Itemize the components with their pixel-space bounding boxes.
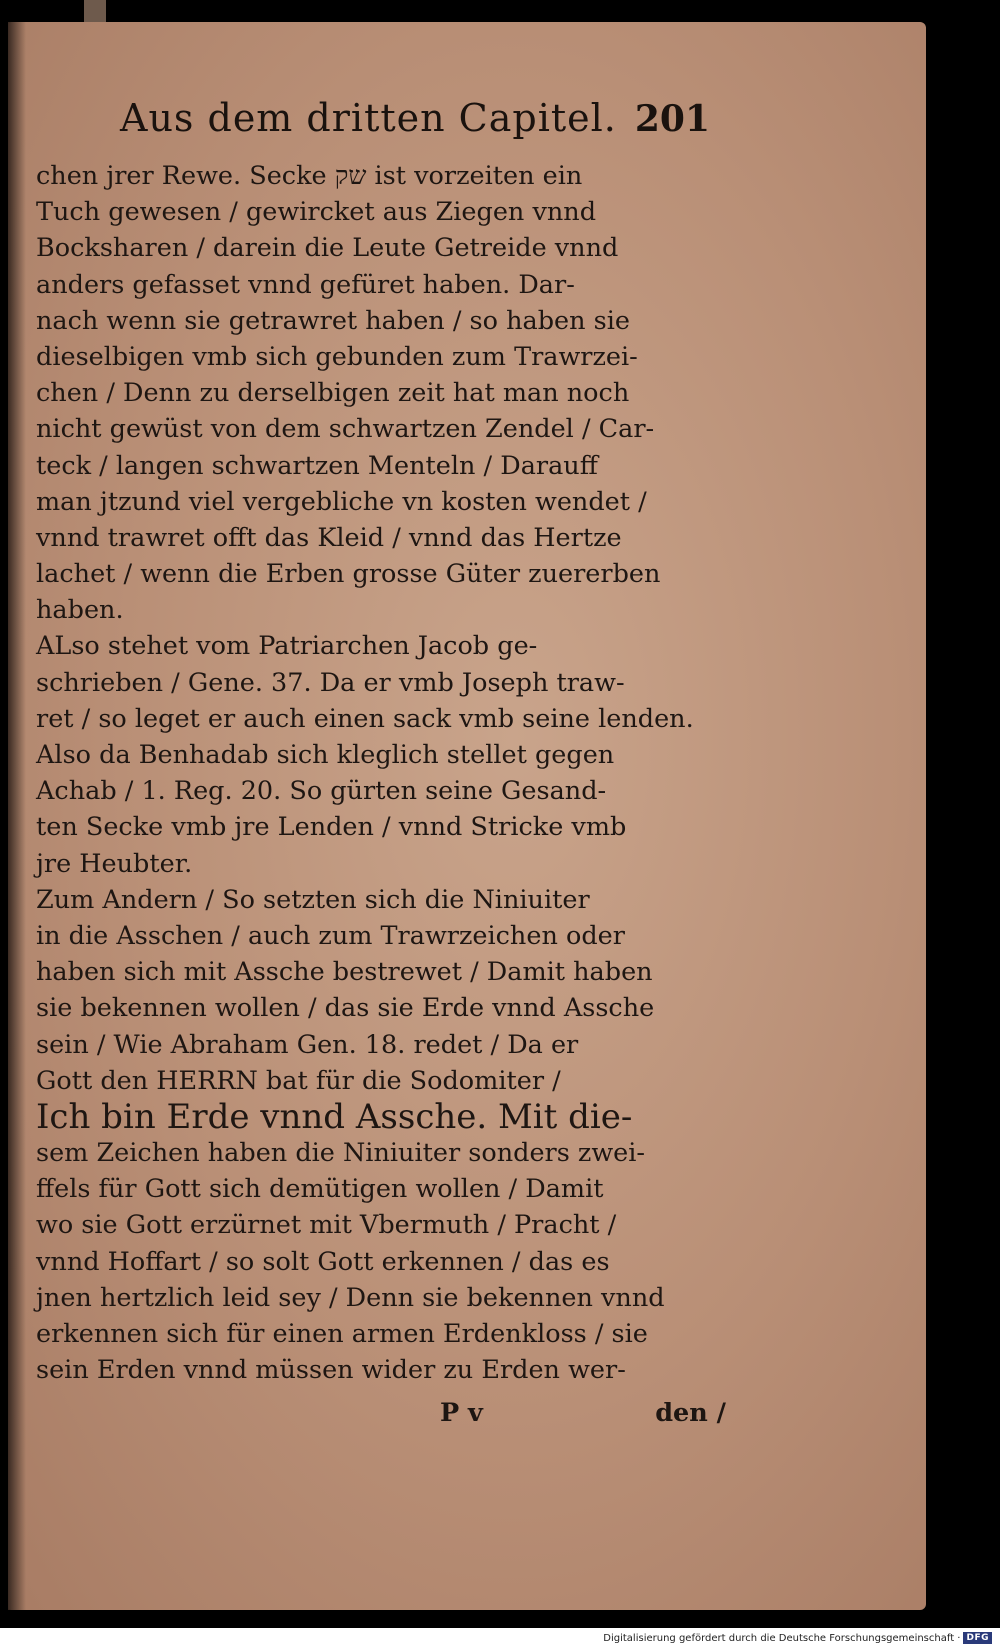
catchline <box>36 1398 726 1438</box>
text-line: sem Zeichen haben die Niniuiter sonders zwei- <box>36 1138 646 1169</box>
text-line: ten Secke vmb jre Lenden / vnnd Stricke vmb <box>36 812 627 843</box>
text-line: Tuch gewesen / gewircket aus Ziegen vnnd <box>36 197 597 228</box>
text-line: haben sich mit Assche bestrewet / Damit haben <box>36 957 653 988</box>
text-line: nicht gewüst von dem schwartzen Zendel / Car- <box>36 414 655 445</box>
text-line: jnen hertzlich leid sey / Denn sie bekennen vnnd <box>36 1282 665 1313</box>
text-line: haben. <box>36 595 124 626</box>
text-line: dieselbigen vmb sich gebunden zum Trawrzei- <box>36 341 638 372</box>
text-line: ffels für Gott sich demütigen wollen / Damit <box>36 1174 604 1205</box>
text-line: vnnd Hoffart / so solt Gott erkennen / das es <box>36 1246 610 1277</box>
catchword: den / <box>655 1398 726 1428</box>
body-text <box>36 158 726 1388</box>
signature-mark: P v <box>440 1398 483 1428</box>
text-line: Zum Andern / So setzten sich die Niniuiter <box>36 884 590 915</box>
text-line: schrieben / Gene. 37. Da er vmb Joseph traw- <box>36 667 625 698</box>
dfg-logo: DFG <box>963 1632 992 1644</box>
text-line: lachet / wenn die Erben grosse Güter zuererben <box>36 559 661 590</box>
page-number: 201 <box>634 98 710 140</box>
text-line: vnnd trawret offt das Kleid / vnnd das Hertze <box>36 522 622 553</box>
digitization-footer <box>0 1628 1000 1648</box>
text-line: sein / Wie Abraham Gen. 18. redet / Da er <box>36 1029 579 1060</box>
text-line: jre Heubter. <box>36 848 193 879</box>
text-line: Bocksharen / darein die Leute Getreide vnnd <box>36 233 619 264</box>
text-line: ALso stehet vom Patriarchen Jacob ge- <box>36 631 538 662</box>
text-line: Also da Benhadab sich kleglich stellet gegen <box>36 740 615 770</box>
text-line: Achab / 1. Reg. 20. So gürten seine Gesand- <box>36 776 607 807</box>
text-line: teck / langen schwartzen Menteln / Darauff <box>36 450 598 481</box>
text-line: sie bekennen wollen / das sie Erde vnnd Assche <box>36 993 655 1024</box>
text-line: chen / Denn zu derselbigen zeit hat man noch <box>36 378 630 409</box>
page-gutter-shadow <box>8 22 26 1610</box>
text-line: wo sie Gott erzürnet mit Vbermuth / Pracht / <box>36 1210 617 1241</box>
text-line: chen jrer Rewe. Secke שק ist vorzeiten ein <box>36 161 583 191</box>
text-line: nach wenn sie getrawret haben / so haben sie <box>36 305 630 336</box>
text-line: erkennen sich für einen armen Erdenkloss / sie <box>36 1319 648 1349</box>
text-line: man jtzund viel vergebliche vn kosten wendet / <box>36 486 647 517</box>
funding-credit: Digitalisierung gefördert durch die Deutsche Forschungsgemeinschaft · <box>603 1632 961 1644</box>
page-top-edge <box>84 0 106 22</box>
text-line-emphasis: Ich bin Erde vnnd Assche. Mit die- <box>36 1096 633 1137</box>
text-line: sein Erden vnnd müssen wider zu Erden wer- <box>36 1355 626 1386</box>
running-title: Aus dem dritten Capitel. <box>120 96 617 140</box>
text-line: Gott den HERRN bat für die Sodomiter / <box>36 1065 561 1096</box>
text-line: anders gefasset vnnd gefüret haben. Dar- <box>36 269 575 300</box>
text-line: ret / so leget er auch einen sack vmb seine lenden. <box>36 703 694 734</box>
text-line: in die Asschen / auch zum Trawrzeichen oder <box>36 920 625 951</box>
running-header <box>120 96 720 156</box>
